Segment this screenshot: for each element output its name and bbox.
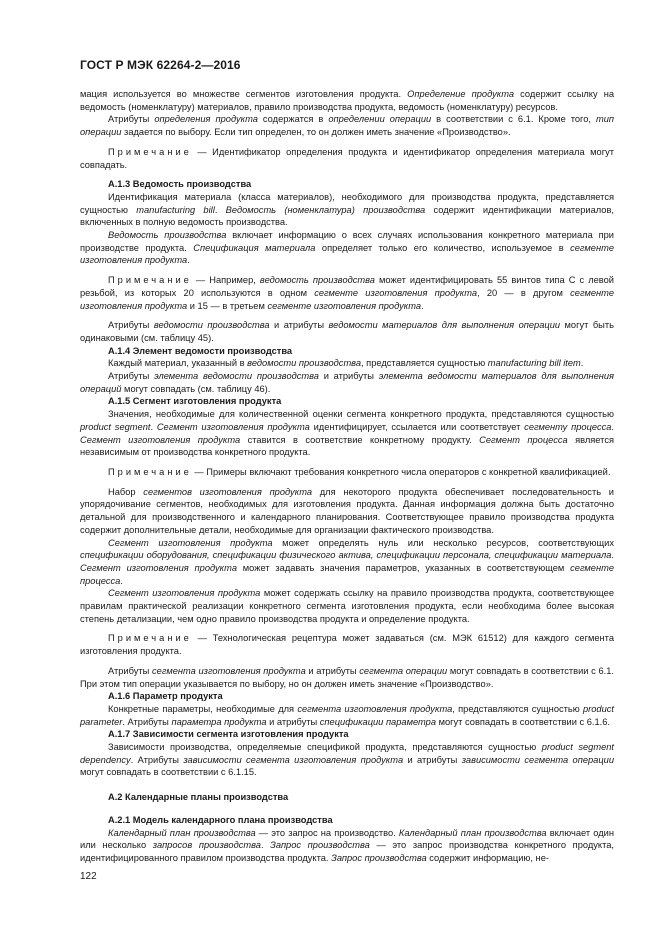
paragraph: Идентификация материала (класса материалов), необходимого для производства продукта, представляется сущностью manufacturing bill. Ведомость (номенклатура) производства содержит идентификации материалов, включенных в полную ведомость производства. <box>80 191 614 228</box>
page-number: 122 <box>80 871 97 882</box>
note-label: Примечание <box>108 275 192 286</box>
note: Примечание — Технологическая рецептура может задаваться (см. МЭК 61512) для каждого сегмента изготовления продукта. <box>80 633 614 657</box>
paragraph: Значения, необходимые для количественной оценки сегмента конкретного продукта, представляются сущностью product segment. Сегмент изготовления продукта идентифицирует, ссылается или соответствует сегменту процесса. Сегмент изготовления продукта ставится в соответствие конкретному продукту. Сегмент процесса является независимым от производства конкретного продукта. <box>80 409 615 458</box>
section-heading: А.1.7 Зависимости сегмента изготовления продукта <box>108 729 349 740</box>
note: Примечание — Идентификатор определения продукта и идентификатор определения материала могут совпадать. <box>80 146 614 170</box>
paragraph: Сегмент изготовления продукта может содержать ссылку на правило производства продукта, соответствующее правилам практической реализации конкретного сегмента изготовления продукта, если необходима более высокая степень детализации, чем одно правило производства продукта и определение продукта. <box>80 588 615 624</box>
document-header: ГОСТ Р МЭК 62264-2—2016 <box>80 58 241 72</box>
paragraph: Атрибуты определения продукта содержатся в определении операции в соответствии с 6.1. Кроме того, тип операции задается по выбору. Если тип определен, то он должен иметь значение «Производство». <box>80 114 614 138</box>
paragraph: Зависимости производства, определяемые спецификой продукта, представляются сущностью product segment dependency. Атрибуты зависимости сегмента изготовления продукта и атрибуты зависимости сегмента операции могут совпадать в соответствии с 6.1.15. <box>80 742 615 778</box>
note-label: Примечание <box>108 146 192 157</box>
section-heading: А.1.4 Элемент ведомости производства <box>108 345 293 356</box>
note-label: Примечание <box>108 633 192 644</box>
section-heading: А.2.1 Модель календарного плана производства <box>108 814 333 825</box>
paragraph: Сегмент изготовления продукта может определять нуль или несколько ресурсов, соответствующих спецификации оборудования, спецификации физического актива, спецификации персонала, спецификации материала. Сегмент изготовления продукта может задавать значения параметров, указанных в соответствующем сегменте процесса. <box>80 537 614 586</box>
paragraph: Конкретные параметры, необходимые для сегмента изготовления продукта, представляются сущностью product parameter. Атрибуты параметра продукта и атрибуты спецификации параметра могут совпадать в соответствии с 6.1.6. <box>80 703 614 727</box>
paragraph: Ведомость производства включает информацию о всех случаях использования конкретного материала при производстве продукта. Спецификация материала определяет только его количество, используемое в сегменте изготовления продукта. <box>80 230 614 266</box>
section-heading: А.2 Календарные планы производства <box>108 792 289 803</box>
note: Примечание — Например, ведомость производства может идентифицировать 55 винтов типа С с левой резьбой, из которых 20 используются в одном сегменте изготовления продукта, 20 — в другом сегменте изготовления продукта и 15 — в третьем сегменте изготовления продукта. <box>80 275 615 311</box>
paragraph: мация используется во множестве сегментов изготовления продукта. Определение продукта содержит ссылку на ведомость (номенклатуру) материалов, правило производства продукта, ведомость (номенклатуру) ресурсов. <box>80 89 615 112</box>
paragraph: Календарный план производства — это запрос на производство. Календарный план производства включает один или несколько запросов производства. Запрос производства — это запрос производства конкретного продукта, идентифицированного правилом производства продукта. Запрос производства содержит информацию, не- <box>80 827 614 863</box>
paragraph: Каждый материал, указанный в ведомости производства, представляется сущностью manufacturing bill item. <box>108 358 584 369</box>
section-heading: А.1.3 Ведомость производства <box>108 179 252 190</box>
paragraph: Атрибуты элемента ведомости производства и атрибуты элемента ведомости материалов для выполнения операций могут совпадать (см. таблицу 46). <box>80 371 614 394</box>
paragraph: Атрибуты ведомости производства и атрибуты ведомости материалов для выполнения операции могут быть одинаковыми (см. таблицу 45). <box>80 320 614 343</box>
section-heading: А.1.6 Параметр продукта <box>108 691 223 702</box>
paragraph: Набор сегментов изготовления продукта для некоторого продукта обеспечивает последовательность и упорядочивание сегментов, необходимых для изготовления продукта. Данная информация должна быть достаточно детальной для производственного и календарного планирования. Соответствующее правило производства продукта содержит дополнительные детали, необходимые для организации фактического производства. <box>80 486 614 535</box>
section-heading: А.1.5 Сегмент изготовления продукта <box>108 396 282 407</box>
note: Примечание — Примеры включают требования конкретного числа операторов с конкретной квалификацией. <box>108 466 611 477</box>
note-label: Примечание <box>108 466 192 477</box>
paragraph: Атрибуты сегмента изготовления продукта и атрибуты сегмента операции могут совпадать в соответствии с 6.1. При этом тип операции указывается по выбору, но он должен иметь значение «Производство». <box>80 665 614 689</box>
document-body <box>80 88 614 865</box>
